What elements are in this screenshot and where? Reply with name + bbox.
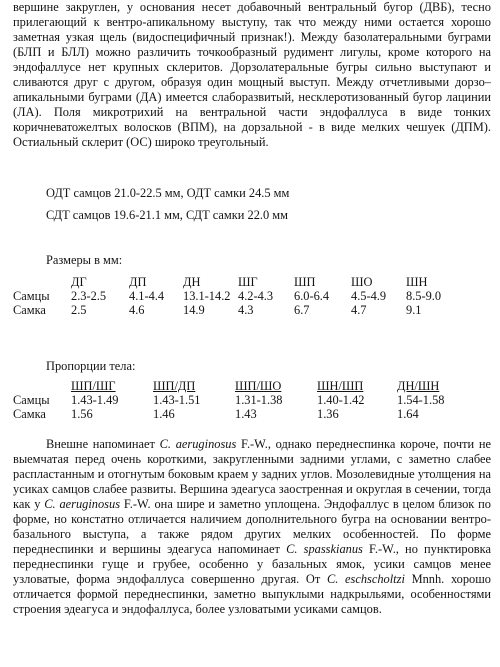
- table-cell: 4.6: [129, 303, 145, 317]
- sizes-header: ШО: [351, 275, 373, 289]
- species-name: C. aeruginosus: [44, 497, 121, 511]
- table-cell: 1.43: [235, 407, 257, 421]
- row-label: Самка: [13, 407, 46, 421]
- table-cell: 1.40-1.42: [317, 393, 365, 407]
- species-name: C. aeruginosus: [159, 437, 237, 451]
- table-cell: 1.43-1.51: [153, 393, 201, 407]
- sizes-header-row: [13, 275, 456, 289]
- proportions-title: Пропорции тела:: [46, 359, 136, 373]
- table-cell: 6.0-6.4: [294, 289, 330, 303]
- table-cell: 4.1-4.4: [129, 289, 165, 303]
- table-cell: 13.1-14.2: [183, 289, 231, 303]
- table-cell: 1.43-1.49: [71, 393, 119, 407]
- sizes-title: Размеры в мм:: [46, 253, 123, 267]
- description-paragraph: вершине закруглен, у основания несет добавочный вентральный бугор (ДВБ), тесно прилегающий к вентро-апикальному выступу, так что между ними остается хорошо заметная узкая щель (видоспецифичный признак!). Между базолатеральными буграми (БЛП и БЛЛ) можно различить точкообразный рудимент лигулы, кроме которого на эндофаллусе нет крупных склеритов. Дорзолатеральные бугры сильно выступают и сливаются друг с другом, образуя один мощный выступ. Между отчетливыми дорзо–апикальными буграми (ДА) имеется слаборазвитый, несклеротизованный бугор лацинии (ЛА). Поля микротрихий на вентральной части эндофаллуса в виде тонких коричневатожелтых волосков (ВПМ), на дорзальной - в виде мелких чешуек (ДПМ). Остиальный склерит (ОС) широко треугольный.: [13, 0, 491, 149]
- proportions-table: [13, 379, 472, 421]
- proportions-header: ШН/ШП: [317, 379, 364, 393]
- species-name: C. eschscholtzi: [326, 572, 405, 586]
- table-row: [13, 393, 472, 407]
- table-cell: 6.7: [294, 303, 310, 317]
- comparison-paragraph: [13, 437, 491, 617]
- table-cell: 1.36: [317, 407, 339, 421]
- table-cell: 4.7: [351, 303, 367, 317]
- table-cell: 9.1: [406, 303, 422, 317]
- species-name: C. spasskianus: [286, 542, 363, 556]
- table-row: [13, 303, 456, 317]
- sizes-header: ДГ: [71, 275, 87, 289]
- table-cell: 1.56: [71, 407, 93, 421]
- row-label: Самцы: [13, 393, 50, 407]
- text-run: F.-W., однако переднеспинка короче, почти не выемчатая перед очень короткими, закругленными задними углами, с заметно слабее распластанным и отогнутым боковым краем у задних углов. Мозолевидные утолщения на усиках самцов слабее развиты. Вершина эдеагуса заостренная и округлая в сечении, тогда как у: [13, 437, 491, 511]
- row-label: Самка: [13, 303, 46, 317]
- row-label: Самцы: [13, 289, 50, 303]
- sizes-header: ШГ: [238, 275, 258, 289]
- proportions-header: ШП/ШО: [235, 379, 282, 393]
- proportions-header-row: [13, 379, 472, 393]
- table-row: [13, 407, 472, 421]
- table-cell: 1.46: [153, 407, 175, 421]
- sizes-header: ДП: [129, 275, 147, 289]
- odt-line: ОДТ самцов 21.0-22.5 мм, ОДТ самки 24.5 мм: [46, 186, 290, 200]
- table-cell: 1.64: [397, 407, 419, 421]
- proportions-header: ШП/ДП: [153, 379, 196, 393]
- sizes-table: [13, 275, 456, 317]
- sizes-header: ДН: [183, 275, 201, 289]
- sizes-header: ШН: [406, 275, 428, 289]
- table-cell: 1.54-1.58: [397, 393, 445, 407]
- table-cell: 4.2-4.3: [238, 289, 274, 303]
- text-run: Внешне напоминает: [46, 437, 160, 451]
- table-cell: 14.9: [183, 303, 205, 317]
- table-cell: 2.3-2.5: [71, 289, 107, 303]
- table-cell: 8.5-9.0: [406, 289, 442, 303]
- table-cell: 4.5-4.9: [351, 289, 387, 303]
- text-run: F.-W., но пунктировка переднеспинки гуще и грубее, особенно у базальных ямок, усики самцов менее узловатые, форма эндофаллуса совершенно другая. От: [13, 542, 491, 586]
- table-row: [13, 289, 456, 303]
- sdt-line: СДТ самцов 19.6-21.1 мм, СДТ самки 22.0 мм: [46, 208, 288, 222]
- proportions-header: ДН/ШН: [397, 379, 440, 393]
- table-cell: 1.31-1.38: [235, 393, 283, 407]
- table-cell: 4.3: [238, 303, 254, 317]
- text-run: Mnnh. хорошо отличается формой переднеспинки, заметно выпуклыми надкрыльями, особенностями строения эдеагуса и эндофаллуса, более узловатыми усиками самцов.: [13, 572, 491, 616]
- proportions-header: ШП/ШГ: [71, 379, 116, 393]
- table-cell: 2.5: [71, 303, 87, 317]
- text-run: F.-W. она шире и заметно уплощена. Эндофаллус в целом близок по форме, но констатно отличается наличием дополнительного бугра на основании вентро-базального выступа, а также рядом других мелких особенностей. По форме переднеспинки и вершины эдеагуса напоминает: [13, 497, 491, 556]
- sizes-header: ШП: [294, 275, 316, 289]
